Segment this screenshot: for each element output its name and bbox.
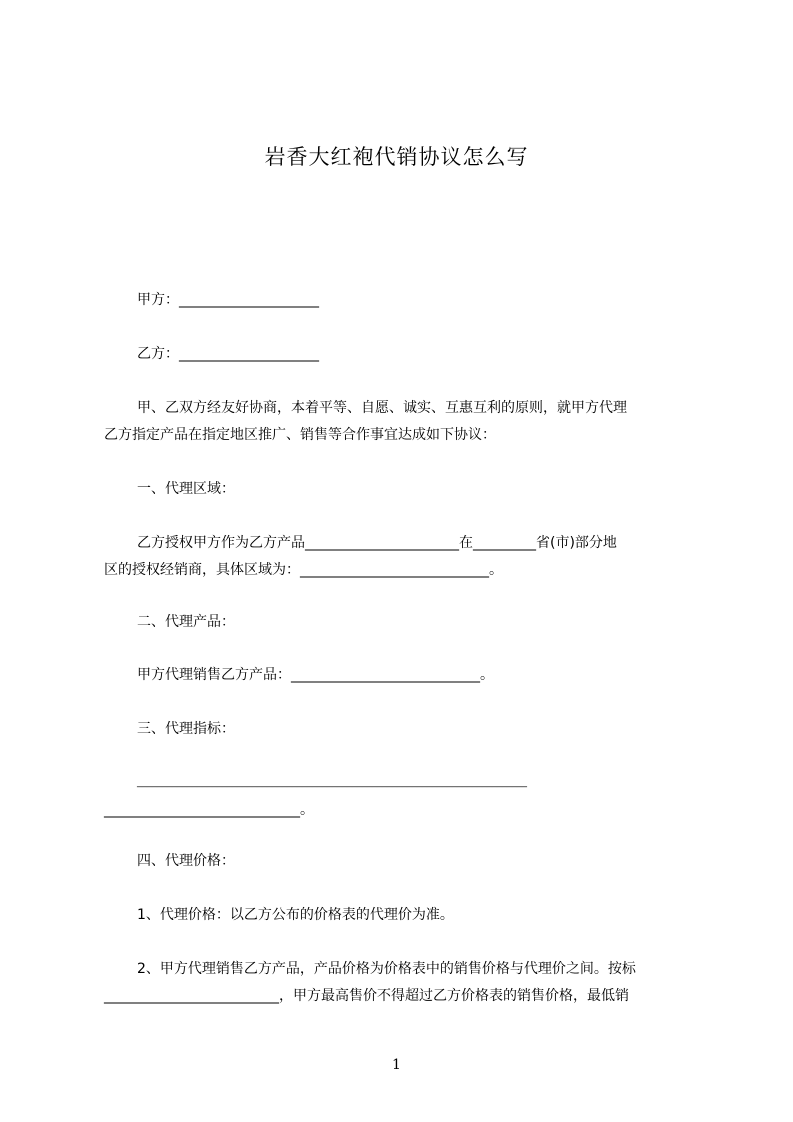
preamble-line-2: 乙方指定产品在指定地区推广、销售等合作事宜达成如下协议： (104, 427, 496, 443)
price-clause-2-line-2: _________________________，甲方最高售价不得超过乙方价格表的销售价格，最低销 (104, 988, 629, 1004)
party-b-line: 乙方：____________________ (137, 346, 319, 362)
document-title: 岩香大红袍代销协议怎么写 (264, 145, 529, 169)
section-heading-product: 二、代理产品： (137, 614, 235, 630)
area-clause-line-1: 乙方授权甲方作为乙方产品______________________在_________省(市)部分地 (137, 535, 617, 551)
product-clause-line: 甲方代理销售乙方产品：___________________________。 (137, 667, 494, 683)
section-heading-price: 四、代理价格： (137, 853, 235, 869)
price-clause-1: 1、代理价格：以乙方公布的价格表的代理价为准。 (137, 907, 454, 923)
area-clause-line-2: 区的授权经销商，具体区域为：___________________________。 (104, 562, 503, 578)
preamble-line-1: 甲、乙双方经友好协商，本着平等、自愿、诚实、互惠互利的原则，就甲方代理 (137, 400, 627, 416)
target-blank-line-2: ____________________________。 (104, 802, 314, 818)
party-a-line: 甲方：____________________ (137, 292, 319, 308)
price-clause-2-line-1: 2、甲方代理销售乙方产品，产品价格为价格表中的销售价格与代理价之间。按标 (137, 961, 636, 977)
page-number: 1 (392, 1057, 401, 1073)
section-heading-target: 三、代理指标： (137, 721, 235, 737)
section-heading-area: 一、代理区域： (137, 481, 235, 497)
target-blank-line-1: ______________________________________________________________________________ (137, 777, 527, 788)
